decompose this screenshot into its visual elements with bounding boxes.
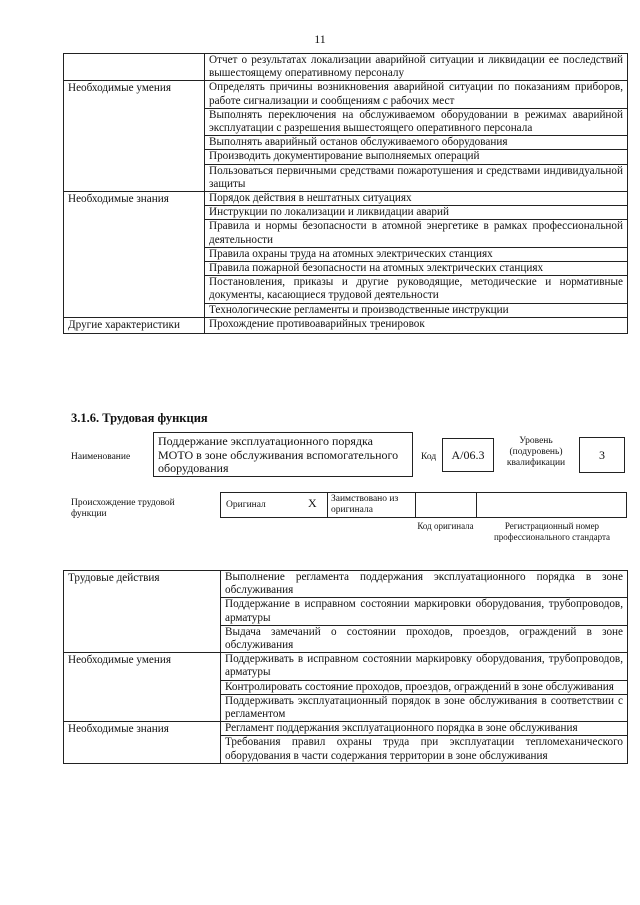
- table-cell: Правила и нормы безопасности в атомной энергетике в рамках профессиональной деятельности: [205, 220, 628, 247]
- table-cell: Отчет о результатах локализации аварийной ситуации и ликвидации ее последствий вышестоящему оперативному персоналу: [205, 54, 628, 81]
- table-cell: Выполнять аварийный останов обслуживаемого оборудования: [205, 136, 628, 150]
- table-cell: Постановления, приказы и другие руководящие, методические и нормативные документы, касающиеся трудовой деятельности: [205, 276, 628, 303]
- table-cell: Прохождение противоаварийных тренировок: [205, 317, 628, 333]
- table-cell: Производить документирование выполняемых операций: [205, 150, 628, 164]
- table-cell: Регламент поддержания эксплуатационного порядка в зоне обслуживания: [221, 722, 628, 736]
- qualification-level-label: Уровень (подуровень) квалификации: [506, 436, 566, 468]
- section-title: 3.1.6. Трудовая функция: [71, 411, 208, 425]
- table-cell: Контролировать состояние проходов, проездов, ограждений в зоне обслуживания: [221, 680, 628, 694]
- table-cell: Правила охраны труда на атомных электрических станциях: [205, 247, 628, 261]
- table-cell: Поддержание в исправном состоянии маркировки оборудования, трубопроводов, арматуры: [221, 598, 628, 625]
- table-row: [64, 722, 628, 736]
- table-cell: Пользоваться первичными средствами пожаротушения и средствами индивидуальной защиты: [205, 164, 628, 191]
- row-label: Необходимые знания: [64, 722, 221, 764]
- borrowed-label: Заимствовано из оригинала: [331, 494, 399, 515]
- code-label: Код: [421, 452, 437, 462]
- table-cell: Правила пожарной безопасности на атомных электрических станциях: [205, 262, 628, 276]
- table-cell: Требования правил охраны труда при эксплуатации тепломеханического оборудования в части содержания территории в зоне обслуживания: [221, 736, 628, 763]
- row-label: Необходимые умения: [64, 81, 205, 192]
- row-label: Необходимые знания: [64, 192, 205, 318]
- table-row: [64, 571, 628, 598]
- origin-box: [220, 492, 627, 518]
- skills-knowledge-table: [63, 53, 628, 334]
- table-cell: Инструкции по локализации и ликвидации аварий: [205, 206, 628, 220]
- table-row: [64, 317, 628, 333]
- table-cell: Выполнение регламента поддержания эксплуатационного порядка в зоне обслуживания: [221, 571, 628, 598]
- original-label: Оригинал: [226, 500, 266, 510]
- row-label: Трудовые действия: [64, 571, 221, 653]
- table-cell: Определять причины возникновения аварийной ситуации по показаниям приборов, работе сигнализации и сообщениям с рабочих мест: [205, 81, 628, 108]
- table-row: [64, 54, 628, 81]
- table-cell: Поддерживать в исправном состоянии маркировку оборудования, трубопроводов, арматуры: [221, 653, 628, 680]
- table-cell: Выдача замечаний о состоянии проходов, проездов, ограждений в зоне обслуживания: [221, 625, 628, 652]
- qualification-level-box: 3: [579, 437, 625, 473]
- table-cell: Технологические регламенты и производственные инструкции: [205, 303, 628, 317]
- table-cell: Поддерживать эксплуатационный порядок в зоне обслуживания в соответствии с регламентом: [221, 694, 628, 721]
- code-caption: Код оригинала: [417, 521, 474, 531]
- page-number: 11: [314, 32, 326, 46]
- row-label: [64, 54, 205, 81]
- row-label: Необходимые умения: [64, 653, 221, 722]
- table-row: [64, 192, 628, 206]
- function-name-box: Поддержание эксплуатационного порядка МОТО в зоне обслуживания вспомогательного оборудования: [153, 432, 413, 477]
- table-cell: Порядок действия в нештатных ситуациях: [205, 192, 628, 206]
- original-mark: X: [308, 496, 317, 510]
- registration-caption: Регистрационный номер профессионального стандарта: [493, 521, 611, 542]
- table-row: [64, 81, 628, 108]
- origin-label: Происхождение трудовой функции: [71, 498, 175, 519]
- function-code-box: А/06.3: [442, 438, 494, 472]
- table-row: [64, 653, 628, 680]
- row-label: Другие характеристики: [64, 317, 205, 333]
- labor-actions-table: [63, 570, 628, 764]
- name-label: Наименование: [71, 452, 131, 462]
- table-cell: Выполнять переключения на обслуживаемом оборудовании в режимах аварийной эксплуатации с разрешения вышестоящего оперативного персонала: [205, 108, 628, 135]
